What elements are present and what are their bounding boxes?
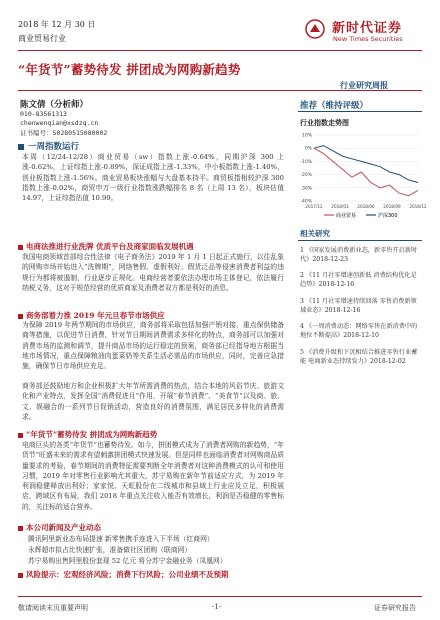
brand-name-en: New Times Securities <box>333 35 403 43</box>
section3-text: 电商巨头的各类“年货节”也蓄势待发。如今，拼团模式成为了消费者网购的新趋势，“年货节”旺盛未来的需求有望刺激拼团模式快速发展。但是同样也面临消费者对网购商品质量要求的考验，春节期间的消费特征需要判断全年消费者对这种消费模式的认可和使用习惯，2019 年对零售行业影响尤其重大，苏宁易购在新年节前适应方式，为 2019 年利润稳健释放出利好；家家悦、天虹股份在二线城市和县域上行业应及立足，积极展店，跨域区有布局，我们 2018 年重点关注收入能否有效增长，利润是否稳健的零售标的，关注标的适合营养。 <box>22 441 284 511</box>
header-divider <box>18 50 422 51</box>
bullet-icon <box>18 144 24 150</box>
x-tick-label: 2018/06 <box>357 204 375 209</box>
related-item[interactable]: 4 《一周消费动态：网络零售在新消费中的地位不断提高》2018-12-10 <box>300 323 418 339</box>
brand-name-cn: 新时代证券 <box>332 21 403 36</box>
news-item: 苏宁易购出售阿里股份套现 52 亿元 将分苏宁金融业务（凤凰网） <box>28 557 227 565</box>
related-item[interactable]: 5 《消费升级和下沉相结合推进零售行业蓄能 电商新业态持续发力》2018-12-02 <box>300 349 418 365</box>
y-tick-label: -10% <box>300 159 312 165</box>
section2-text-2: 商务部还鼓励地方和企业积极扩大年节所需消费的热点，结合本地的风俗节庆、旅游文化和产业特点，发挥全国“消费促进月”作用，开展“春节消费”、“美食节”以及商、旅、文、娱融合的一系列节日促销活动，营造良好的消费氛围，满足居民多样化的消费需求。 <box>22 382 284 421</box>
industry-label: 商业贸易行业 <box>18 34 66 43</box>
report-title: “年货节”蓄势待发 拼团成为网购新趋势 <box>18 62 241 77</box>
section4-heading: 本公司新闻及产业动态 <box>18 522 101 533</box>
footer-label: 证券研究报告 <box>374 604 416 612</box>
market-heading: 一周指数运行 <box>18 140 79 152</box>
x-tick-label: 2018/09 <box>383 204 401 209</box>
rating-label: 推荐（维持评级） <box>300 101 369 111</box>
y-tick-label: -40% <box>300 199 312 205</box>
brand-logo-icon <box>305 19 325 39</box>
analyst-name: 陈文倩（分析师） <box>20 100 89 110</box>
analyst-email[interactable]: chenwenqian@xsdzq.cn <box>20 119 99 127</box>
footer-divider <box>18 596 422 597</box>
section3-heading: “年货节”蓄势待发 拼团成为网购新趋势 <box>18 429 157 440</box>
bullet-icon <box>18 245 23 250</box>
section2-heading: 商务部着力推 2019 年元旦春节市场供应 <box>18 310 165 321</box>
analyst-cert: 证书编号：S0280515080002 <box>20 129 108 137</box>
section1-text: 我国电商领域首部综合性法律《电子商务法》2019 年 1 月 1 日起正式施行，以往乱象的网购市场并始进入“洗牌期”，网络售假、虚假利好、假货泛品等侵害消费者利益的违规行为都将被遏制，行业逐步正规化。电商经营者要依法办理市场主体登记，依法履行纳税义务，这对于规范经营的优质商家及消费者双方都是利好的消息。 <box>22 253 284 292</box>
doc-type: 行业研究周报 <box>340 80 388 90</box>
news-item: 永辉超市拟占比快速扩张，准备做社区团购（联商网） <box>28 546 192 554</box>
page-number: -1- <box>212 603 222 611</box>
x-tick-label: 2018/12 <box>409 204 427 209</box>
legend-label-hs300: 沪深300 <box>378 213 398 219</box>
chart-title: 行业指数走势图 <box>300 118 349 127</box>
bullet-icon <box>18 314 23 319</box>
footer-disclaimer: 敬请阅读末页重要声明 <box>18 604 88 612</box>
related-item[interactable]: 1 《国家发展消费新业态，新零售开启新时代》2018-12-23 <box>300 247 418 263</box>
bullet-icon <box>18 433 23 438</box>
title-divider <box>18 90 422 91</box>
news-item: 腾讯阿里新业态布局提速 新零售携手连进入下半场（红商网） <box>28 535 214 543</box>
legend-label-trade: 商业贸易 <box>336 213 357 219</box>
x-tick-label: 2018/03 <box>331 204 349 209</box>
bullet-icon <box>18 526 23 531</box>
rating-divider <box>298 111 422 112</box>
risk-heading: 风险提示：宏观经济风险；消费下行风险；公司业绩不及预期 <box>18 569 229 580</box>
report-date: 2018 年 12 月 30 日 <box>18 20 96 29</box>
y-tick-label: -20% <box>300 173 312 179</box>
y-tick-label: 10% <box>301 133 312 139</box>
related-divider <box>298 240 422 241</box>
analyst-phone: 010-83561313 <box>20 110 67 118</box>
index-trend-chart <box>296 129 427 221</box>
market-text: 本周（12/24-12/28）商业贸易（sw）指数上涨-0.64%，同期沪深 300 上涨-0.62%，上证综指上涨-0.89%，深证成指上涨-1.33%，中小板指数上涨-1.40%，创业板指数上涨-1.56%。商业贸易板块涨幅与大盘基本持平。商贸板指相较沪深 300 指数上涨-0.02%，商贸申万一级行业指数涨跌幅排名 8 名（上周 13 名），板块估值 14.97，上证综指估值 10.99。 <box>22 153 284 203</box>
y-tick-label: 0% <box>304 146 312 152</box>
section1-heading: 电商法推进行业洗牌 优质平台及商家面临发展机遇 <box>18 241 194 252</box>
related-heading: 相关研究 <box>300 229 330 238</box>
related-item[interactable]: 2 《11 月社零增速创新低 消费结构优化是趋势》2018-12-16 <box>300 272 417 288</box>
bullet-icon <box>18 573 23 578</box>
section2-text: 为保障 2019 年两节期间的市场供应，商务部将采取包括加强产销对接、重点保供储备商等措施，以促进节日消费，针对节日期间消费需求多样化的特点，商务部可以加强对消费市场的监测和调节，提升商品市场的运行稳定的预案，商务部已经指导地方根据当地市场情况，重点保障粮油肉蛋菜奶等关系生活必需品的市场供应，同时，完善应急措施，确保节日市场供应充足。 <box>22 321 284 371</box>
x-tick-label: 2017/12 <box>305 204 323 209</box>
related-item[interactable]: 3 《11 月社零增速持续回落 零售消费新领域业态》2018-12-16 <box>300 298 417 314</box>
y-tick-label: -30% <box>300 186 312 192</box>
